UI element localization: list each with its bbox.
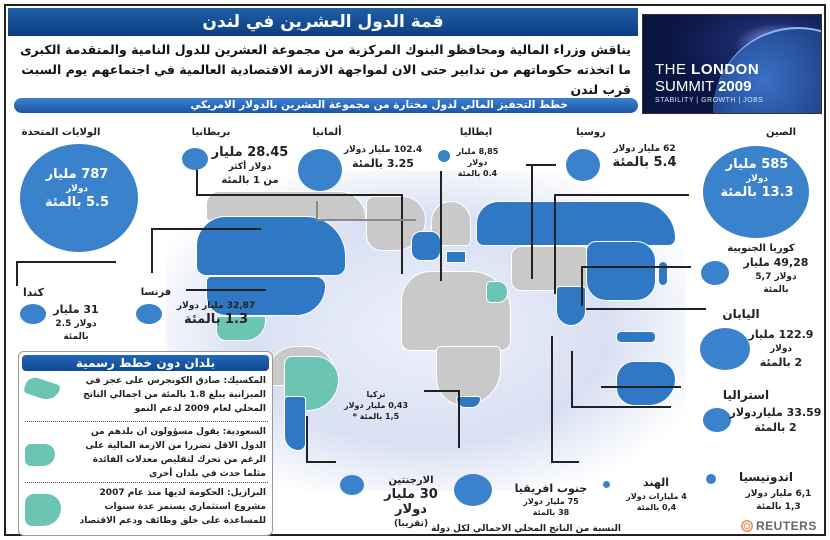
france-values: 32,87 مليار دولار 1.3 بالمئة [176,301,256,327]
country-china: الصين [765,127,797,138]
country-south-korea: كوريا الجنوبية [727,243,795,254]
map-china [586,241,656,301]
map-indonesia [616,331,656,343]
bubble-france [136,304,162,324]
bubble-canada [20,304,46,324]
bubble-japan [700,328,750,370]
russia-values: 62 مليار دولار 5.4 بالمئة [612,144,677,170]
china-values: 585 مليار دولار 13.3 بالمئة [720,157,794,200]
country-south-africa: جنوب افريقيا [514,482,588,495]
south-korea-values: 49,28 مليار دولار 5,7 بالمئة [743,256,809,295]
section-subtitle: خطط التحفيز المالي لدول مختارة من مجموعة العشرين بالدولار الامريكي [14,98,638,113]
australia-values: 33.59 ملياردولار 2 بالمئة [729,406,822,434]
footer-note: النسبة من الناتج المحلي الاجمالي لكل دولة [431,524,621,534]
country-france: فرنسا [140,287,172,298]
reuters-credit: REUTERS [741,519,817,533]
bubble-russia [566,149,600,181]
country-japan: اليابان [722,307,760,321]
bubble-south-africa [454,474,492,506]
map-argentina [284,396,306,451]
country-germany: ألمانيا [312,127,342,138]
map-japan-korea [658,261,668,286]
usa-values: 787 مليار دولار 5.5 بالمئة [44,167,110,210]
argentina-values: 30 مليار دولار (تقريبا) [384,487,438,529]
india-values: 4 مليارات دولار 0,4 بالمئة [626,492,687,512]
map-western-europe [411,231,441,261]
infographic-frame [4,4,826,536]
bubble-uk [182,148,208,170]
indonesia-values: 6,1 مليار دولار 1,3 بالمئة [745,489,812,512]
italy-values: 8,85 مليار دولار 0.4 بالمئة [456,147,499,178]
bubble-india [603,481,610,488]
bubble-australia [703,408,731,432]
reuters-logo-icon [741,520,753,532]
country-uk: بريطانيا [191,127,231,138]
country-russia: روسيا [576,127,606,138]
bubble-germany [298,149,342,191]
map-canada [196,216,346,276]
country-indonesia: اندونيسيا [738,470,794,484]
panel-item-brazil: البرازيل: الحكومة لديها منذ عام 2007 مشروع استثماري يستمر عدة سنوات للمساعدة على خلق وظائف ودعم الاقتصاد [79,488,266,526]
south-africa-values: 75 مليار دولار 38 بالمئة [523,497,579,517]
no-plans-panel [18,351,273,536]
country-italy: ايطاليا [459,127,493,138]
map-central-asia [511,246,591,291]
country-turkey: تركيا 0,43 مليار دولار 1,5 بالمئة * [343,390,409,421]
panel-title: بلدان دون خطط رسمية [22,355,269,371]
country-australia: استراليا [722,388,770,402]
map-saudi-arabia [486,281,508,303]
japan-values: 122.9 مليار دولار 2 بالمئة [748,328,814,369]
page-title: قمة الدول العشرين في لندن [8,8,638,36]
bubble-indonesia [706,474,716,484]
bubble-italy [438,150,450,162]
uk-values: 28.45 مليار دولار أكثر من 1 بالمئة [211,145,289,186]
canada-values: 31 مليار دولار 2.5 بالمئة [53,303,99,342]
map-australia [616,361,676,406]
country-canada: كندا [22,286,44,299]
panel-item-saudi: السعودية: يقول مسؤولون ان بلدهم من الدول الاقل تضررا من الازمة المالية على الرغم من تحرك لتقليص معدلات الفائدة مثلما حدث في بلدان أخرى [85,427,266,479]
country-argentina: الارجنتين [388,475,434,486]
map-russia [476,201,676,246]
intro-text: يناقش وزراء المالية ومحافظو البنوك المركزية من مجموعة العشرين للدول النامية والمتقدمة الكبرى ما اتخذته حكوماتهم من تدابير حتى الان لمواجهة الازمة الاقتصادية العالمية في اجتماعهم يوم السبت قرب لندن [20,42,631,97]
panel-item-mexico: المكسيك: صادق الكونجرس على عجز في الميزانية يبلغ 1.8 بالمئة من اجمالي الناتج المحلي لعام 2009 لدعم النمو [83,376,266,414]
bubble-argentina [340,475,364,495]
country-india: الهند [642,476,669,489]
london-summit-logo: THE LONDON SUMMIT 2009 STABILITY | GROWTH | JOBS [642,14,822,114]
bubble-south-korea [701,261,729,285]
country-usa: الولايات المتحدة [21,127,101,138]
germany-values: 102.4 مليار دولار 3.25 بالمئة [343,145,423,170]
map-italy-turkey [446,251,466,263]
